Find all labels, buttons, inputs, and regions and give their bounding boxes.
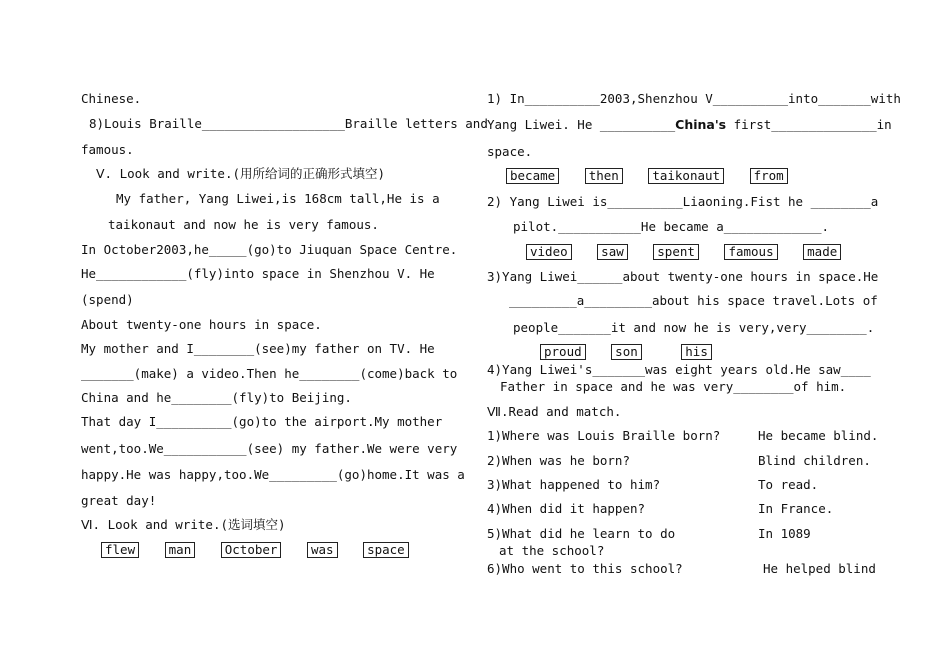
word-box: became: [506, 168, 559, 184]
q3-line-3: people_______it and now he is very,very________.: [513, 320, 875, 335]
left-line-8: He____________(fly)into space in Shenzhou V. He: [81, 266, 435, 281]
section-6-heading: Ⅵ. Look and write.(选词填空): [81, 517, 286, 532]
word-box: son: [611, 344, 642, 360]
word-box: his: [681, 344, 712, 360]
word-box: then: [585, 168, 623, 184]
word-box: man: [165, 542, 196, 558]
word-box: spent: [653, 244, 699, 260]
left-line-15: went,too.We___________(see) my father.We were very: [81, 441, 458, 456]
match-question: 2)When was he born?: [487, 453, 630, 468]
match-answer: In France.: [758, 501, 834, 516]
left-line-7: In October2003,he_____(go)to Jiuquan Space Centre.: [81, 242, 458, 257]
q1-text-bold: China's: [675, 117, 727, 132]
left-line-13: China and he________(fly)to Beijing.: [81, 390, 352, 405]
q1-text-post: first______________in: [726, 117, 892, 132]
left-line-1: Chinese.: [81, 91, 142, 106]
left-line-6: taikonaut and now he is very famous.: [108, 217, 379, 232]
word-bank-3: [540, 344, 730, 360]
q1-line-2: [487, 117, 892, 133]
q1-text-pre: Yang Liwei. He __________: [487, 117, 676, 132]
word-box: flew: [101, 542, 139, 558]
match-answer: He helped blind: [763, 561, 876, 576]
q4-line-1: 4)Yang Liwei's_______was eight years old.He saw____: [487, 362, 871, 377]
left-line-11: My mother and I________(see)my father on TV. He: [81, 341, 435, 356]
word-bank-6: [101, 542, 427, 558]
match-answer: In 1089: [758, 526, 811, 541]
word-box: made: [803, 244, 841, 260]
left-line-2: 8)Louis Braille___________________Braille letters and: [89, 116, 488, 131]
left-line-12: _______(make) a video.Then he________(come)back to: [81, 366, 458, 381]
left-line-9: (spend): [81, 292, 134, 307]
word-box: famous: [724, 244, 777, 260]
word-box: saw: [597, 244, 628, 260]
q1-line-1: 1) In__________2003,Shenzhou V__________into_______with: [487, 91, 901, 106]
left-line-14: That day I__________(go)to the airport.My mother: [81, 414, 443, 429]
word-box: from: [750, 168, 788, 184]
match-question: 4)When did it happen?: [487, 501, 646, 516]
word-bank-1: [506, 168, 806, 184]
match-answer: Blind children.: [758, 453, 871, 468]
left-line-17: great day!: [81, 493, 157, 508]
word-bank-2: [526, 244, 859, 260]
q4-line-2: Father in space and he was very________of him.: [500, 379, 847, 394]
section-7-heading: Ⅶ.Read and match.: [487, 404, 622, 419]
match-question: 5)What did he learn to do: [487, 526, 676, 541]
match-answer: To read.: [758, 477, 819, 492]
word-box: October: [221, 542, 282, 558]
q3-line-2: _________a_________about his space travel.Lots of: [509, 293, 878, 308]
word-box: video: [526, 244, 572, 260]
word-box: taikonaut: [648, 168, 724, 184]
match-question: 3)What happened to him?: [487, 477, 661, 492]
match-question: 1)Where was Louis Braille born?: [487, 428, 721, 443]
match-question-continued: at the school?: [499, 543, 605, 558]
q2-line-1: 2) Yang Liwei is__________Liaoning.Fist he ________a: [487, 194, 879, 209]
left-line-5: My father, Yang Liwei,is 168cm tall,He is a: [116, 191, 440, 206]
match-question: 6)Who went to this school?: [487, 561, 683, 576]
q3-line-1: 3)Yang Liwei______about twenty-one hours in space.He: [487, 269, 879, 284]
word-box: space: [363, 542, 409, 558]
left-line-3: famous.: [81, 142, 134, 157]
word-box: was: [307, 542, 338, 558]
q1-line-3: space.: [487, 144, 533, 159]
left-line-16: happy.He was happy,too.We_________(go)home.It was a: [81, 467, 465, 482]
word-box: proud: [540, 344, 586, 360]
q2-line-2: pilot.___________He became a_____________.: [513, 219, 830, 234]
section-5-heading: Ⅴ. Look and write.(用所给词的正确形式填空): [96, 166, 386, 181]
left-line-10: About twenty-one hours in space.: [81, 317, 322, 332]
match-answer: He became blind.: [758, 428, 879, 443]
